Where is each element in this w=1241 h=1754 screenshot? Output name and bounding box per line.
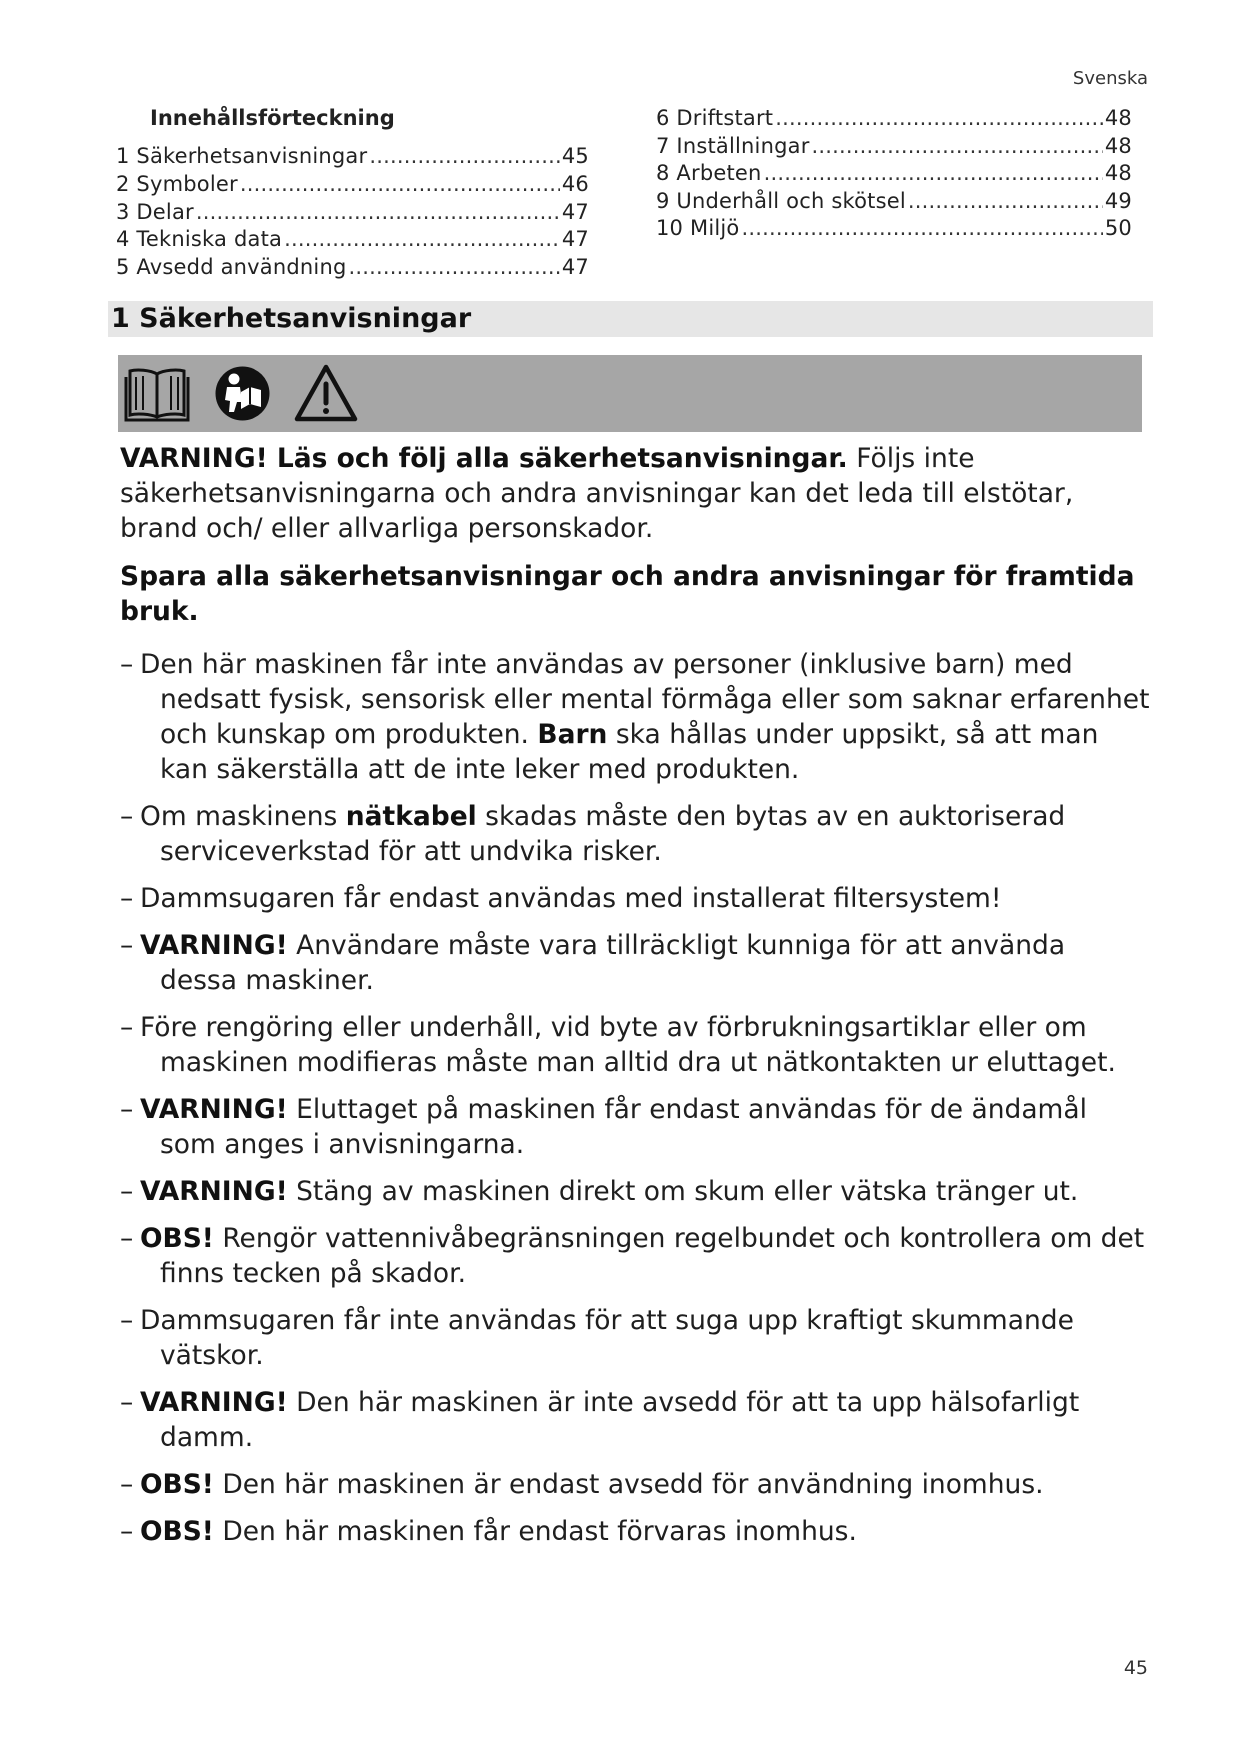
toc-entry-label: 3 Delar [116,199,194,224]
list-item [120,1221,1150,1291]
item-emphasis: OBS! [140,1223,214,1254]
item-text: Den här maskinen får endast förvaras inomhus. [213,1516,857,1547]
list-item [120,799,1150,869]
toc-entry-page: 45 [561,144,589,168]
toc-entry-label: 1 Säkerhetsanvisningar [116,144,368,168]
list-dash: – [120,1387,134,1418]
toc-column-right [656,105,1132,243]
toc-entry-page: 47 [561,255,589,279]
toc-entry[interactable] [656,188,1132,216]
toc-entry-label: 8 Arbeten [656,161,762,185]
toc-entry-label: 2 Symboler [116,171,238,196]
warning-strong: VARNING! Läs och följ alla säkerhetsanvisningar. [120,443,848,474]
safety-list [120,647,1150,1549]
toc-leader-dots [764,160,1103,188]
item-text: Eluttaget på maskinen får endast användas för de ändamål som anges i anvisningarna. [160,1094,1087,1160]
list-item [120,1092,1150,1162]
list-dash: – [120,1469,134,1500]
list-dash: – [120,1012,134,1043]
item-emphasis: OBS! [140,1469,214,1500]
item-emphasis: VARNING! [140,1387,288,1418]
item-text: Före rengöring eller underhåll, vid byte av förbrukningsartiklar eller om maskinen modifieras måste man alltid dra ut nätkontakten ur eluttaget. [140,1012,1116,1078]
toc-entry[interactable] [656,105,1132,133]
toc-entry[interactable] [116,171,589,199]
list-dash: – [120,1516,134,1547]
list-item [120,1514,1150,1549]
item-text: Rengör vattennivåbegränsningen regelbundet och kontrollera om det finns tecken på skador. [160,1223,1145,1289]
warning-text: Följs inte säkerhetsanvisningarna och andra anvisningar kan det leda till elstötar, brand och/ eller allvarliga personskador. [120,443,1074,544]
toc-entry-page: 49 [1104,188,1132,213]
item-text: Den här maskinen får inte användas av personer (inklusive barn) med nedsatt fysisk, sensorisk eller mental förmåga eller som saknar erfarenhet och kunskap om produkten. [140,649,1150,750]
list-item [120,928,1150,998]
toc-entry-label: 9 Underhåll och skötsel [656,188,906,213]
list-dash: – [120,801,134,832]
toc-entry[interactable] [116,254,589,282]
item-emphasis: VARNING! [140,930,288,961]
toc-entry-page: 48 [1104,161,1132,185]
toc-entry[interactable] [656,160,1132,188]
toc-leader-dots [775,105,1103,133]
warning-paragraph [120,441,1150,546]
item-text: Dammsugaren får endast användas med installerat filtersystem! [140,883,1002,914]
item-text: ska hållas under uppsikt, så att man kan säkerställa att de inte leker med produkten. [160,719,1099,785]
toc-entry[interactable] [116,143,589,171]
item-text: Om maskinens [140,801,346,832]
list-item [120,1385,1150,1455]
list-item [120,1174,1150,1209]
page-number: 45 [1123,1657,1148,1679]
toc-entry[interactable] [116,199,589,227]
section-heading: 1 Säkerhetsanvisningar [111,303,472,334]
item-text: Användare måste vara tillräckligt kunniga för att använda dessa maskiner. [160,930,1066,996]
language-label: Svenska [1072,68,1148,89]
toc-entry-page: 47 [561,227,589,252]
list-dash: – [120,930,134,961]
list-dash: – [120,1094,134,1125]
toc-leader-dots [284,226,560,254]
list-dash: – [120,1176,134,1207]
toc-entry-page: 46 [561,171,589,196]
list-dash: – [120,1305,134,1336]
safety-content [120,441,1150,1561]
list-dash: – [120,1223,134,1254]
toc-entry-label: 10 Miljö [656,216,740,240]
list-item [120,1467,1150,1502]
toc-leader-dots [812,133,1103,161]
toc-entry-label: 6 Driftstart [656,106,774,130]
item-text: Den här maskinen är endast avsedd för användning inomhus. [213,1469,1044,1500]
toc-leader-dots [908,188,1103,216]
toc-leader-dots [196,199,560,227]
toc-entry-label: 5 Avsedd användning [116,255,347,279]
item-emphasis: VARNING! [140,1176,288,1207]
toc-leader-dots [349,254,560,282]
save-instructions-note: Spara alla säkerhetsanvisningar och andra anvisningar för framtida bruk. [120,561,1135,627]
list-dash: – [120,883,134,914]
safety-icon-bar [118,355,1142,432]
toc-entry[interactable] [656,215,1132,243]
item-text: Den här maskinen är inte avsedd för att ta upp hälsofarligt damm. [160,1387,1080,1453]
toc-entry[interactable] [656,133,1132,161]
list-dash: – [120,649,134,680]
item-emphasis: OBS! [140,1516,214,1547]
toc-entry-page: 47 [561,199,589,224]
toc-entry-label: 4 Tekniska data [116,227,283,252]
item-text: Dammsugaren får inte användas för att suga upp kraftigt skummande vätskor. [140,1305,1074,1371]
section-heading-bar [108,301,1153,337]
manual-book-icon [124,365,190,422]
toc-entry-page: 48 [1104,106,1132,130]
item-text: Stäng av maskinen direkt om skum eller vätska tränger ut. [287,1176,1079,1207]
toc-leader-dots [369,143,560,171]
toc-entry-page: 48 [1104,133,1132,158]
item-text: skadas måste den bytas av en auktoriserad serviceverkstad för att undvika risker. [160,801,1066,867]
item-emphasis: Barn [537,719,608,750]
toc-leader-dots [741,215,1102,243]
toc-entry[interactable] [116,226,589,254]
toc-column-left [116,143,589,282]
list-item [120,1010,1150,1080]
item-emphasis: nätkabel [345,801,477,832]
warning-triangle-icon [293,363,359,423]
toc-entry-label: 7 Inställningar [656,133,810,158]
read-manual-icon [214,365,271,422]
item-emphasis: VARNING! [140,1094,288,1125]
list-item [120,647,1150,787]
list-item [120,881,1150,916]
toc-entry-page: 50 [1104,216,1132,240]
toc-title: Innehållsförteckning [150,106,395,130]
toc-leader-dots [240,171,560,199]
list-item [120,1303,1150,1373]
